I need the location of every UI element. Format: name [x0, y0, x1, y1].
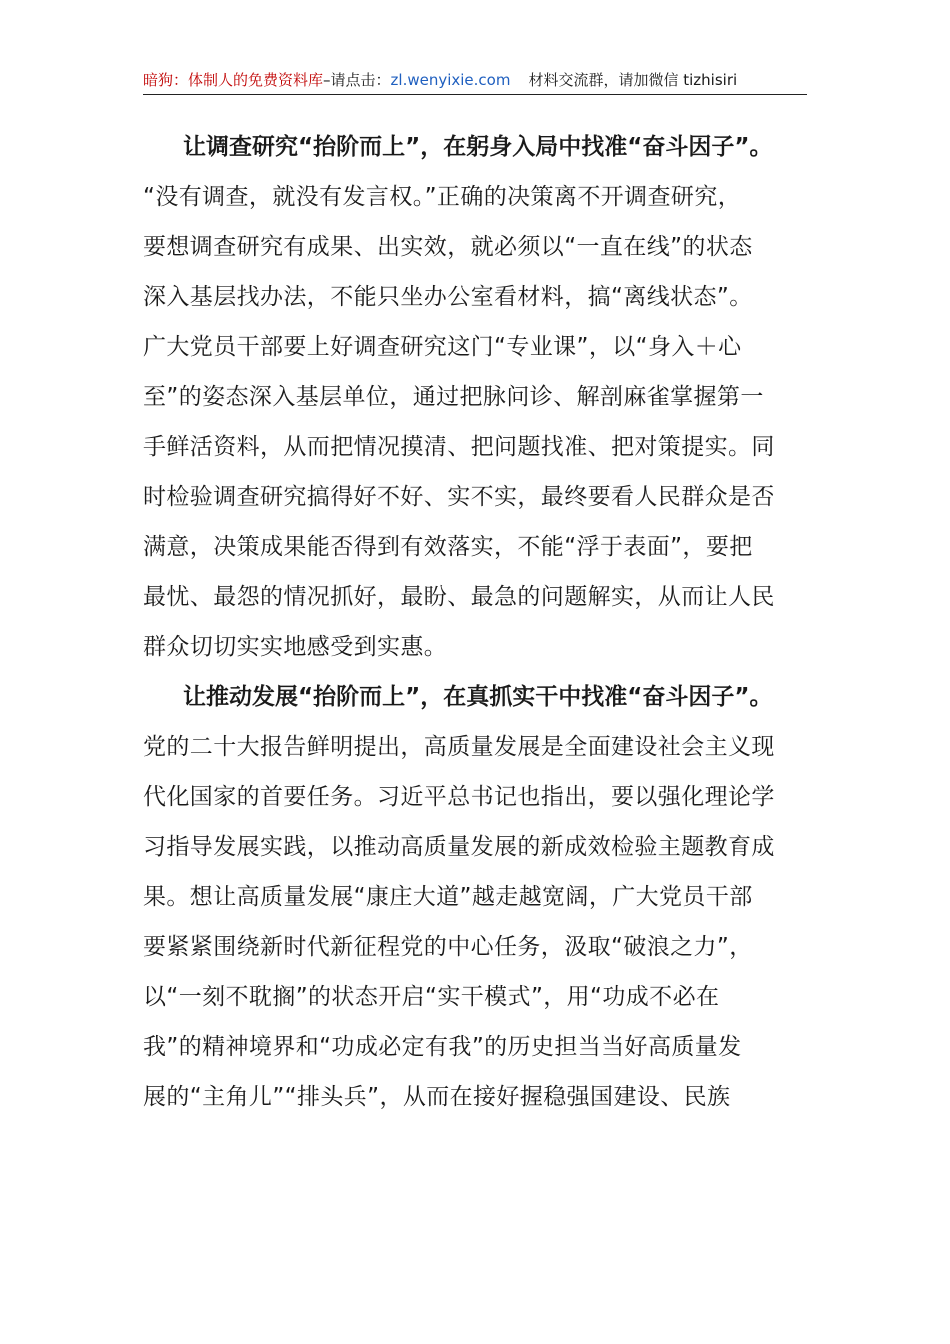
paragraph-2-line: 代化国家的首要任务。习近平总书记也指出，要以强化理论学	[143, 784, 775, 810]
page-header	[143, 68, 807, 95]
paragraph-1-line: 深入基层找办法，不能只坐办公室看材料，搞“离线状态”。	[143, 284, 753, 310]
header-group-note: 材料交流群，请加微信 tizhisiri	[528, 71, 738, 89]
paragraph-1-line: 群众切切实实地感受到实惠。	[143, 634, 448, 660]
paragraph-2-line: 果。想让高质量发展“康庄大道”越走越宽阔，广大党员干部	[143, 884, 753, 910]
header-brand: 暗狗：体制人的免费资料库	[143, 71, 324, 89]
header-link-prefix: –请点击：	[323, 71, 391, 89]
paragraph-1-heading: 让调查研究“抬阶而上”，在躬身入局中找准“奋斗因子”。	[183, 134, 773, 160]
paragraph-1-line: 满意，决策成果能否得到有效落实，不能“浮于表面”，要把	[143, 534, 753, 560]
paragraph-1-line: 要想调查研究有成果、出实效，就必须以“一直在线”的状态	[143, 234, 753, 260]
header-url-link[interactable]: zl.wenyixie.com	[390, 71, 511, 89]
paragraph-1-line: 最忧、最怨的情况抓好，最盼、最急的问题解实，从而让人民	[143, 584, 775, 610]
paragraph-1-line: 时检验调查研究搞得好不好、实不实，最终要看人民群众是否	[143, 484, 775, 510]
paragraph-2-line: 我”的精神境界和“功成必定有我”的历史担当当好高质量发	[143, 1034, 742, 1060]
paragraph-2-line: 习指导发展实践，以推动高质量发展的新成效检验主题教育成	[143, 834, 775, 860]
paragraph-2-line: 党的二十大报告鲜明提出，高质量发展是全面建设社会主义现	[143, 734, 775, 760]
paragraph-2-line: 展的“主角儿”“排头兵”，从而在接好握稳强国建设、民族	[143, 1084, 731, 1110]
paragraph-2-line: 以“一刻不耽搁”的状态开启“实干模式”，用“功成不必在	[143, 984, 720, 1010]
paragraph-1-line: 至”的姿态深入基层单位，通过把脉问诊、解剖麻雀掌握第一	[143, 384, 764, 410]
paragraph-1-line: 广大党员干部要上好调查研究这门“专业课”，以“身入＋心	[143, 334, 742, 360]
document-body	[143, 122, 803, 1122]
paragraph-1-line: 手鲜活资料，从而把情况摸清、把问题找准、把对策提实。同	[143, 434, 775, 460]
paragraph-1-line: “没有调查，就没有发言权。”正确的决策离不开调查研究，	[143, 184, 742, 210]
paragraph-2-line: 要紧紧围绕新时代新征程党的中心任务，汲取“破浪之力”，	[143, 934, 753, 960]
paragraph-2-heading: 让推动发展“抬阶而上”，在真抓实干中找准“奋斗因子”。	[183, 684, 773, 710]
